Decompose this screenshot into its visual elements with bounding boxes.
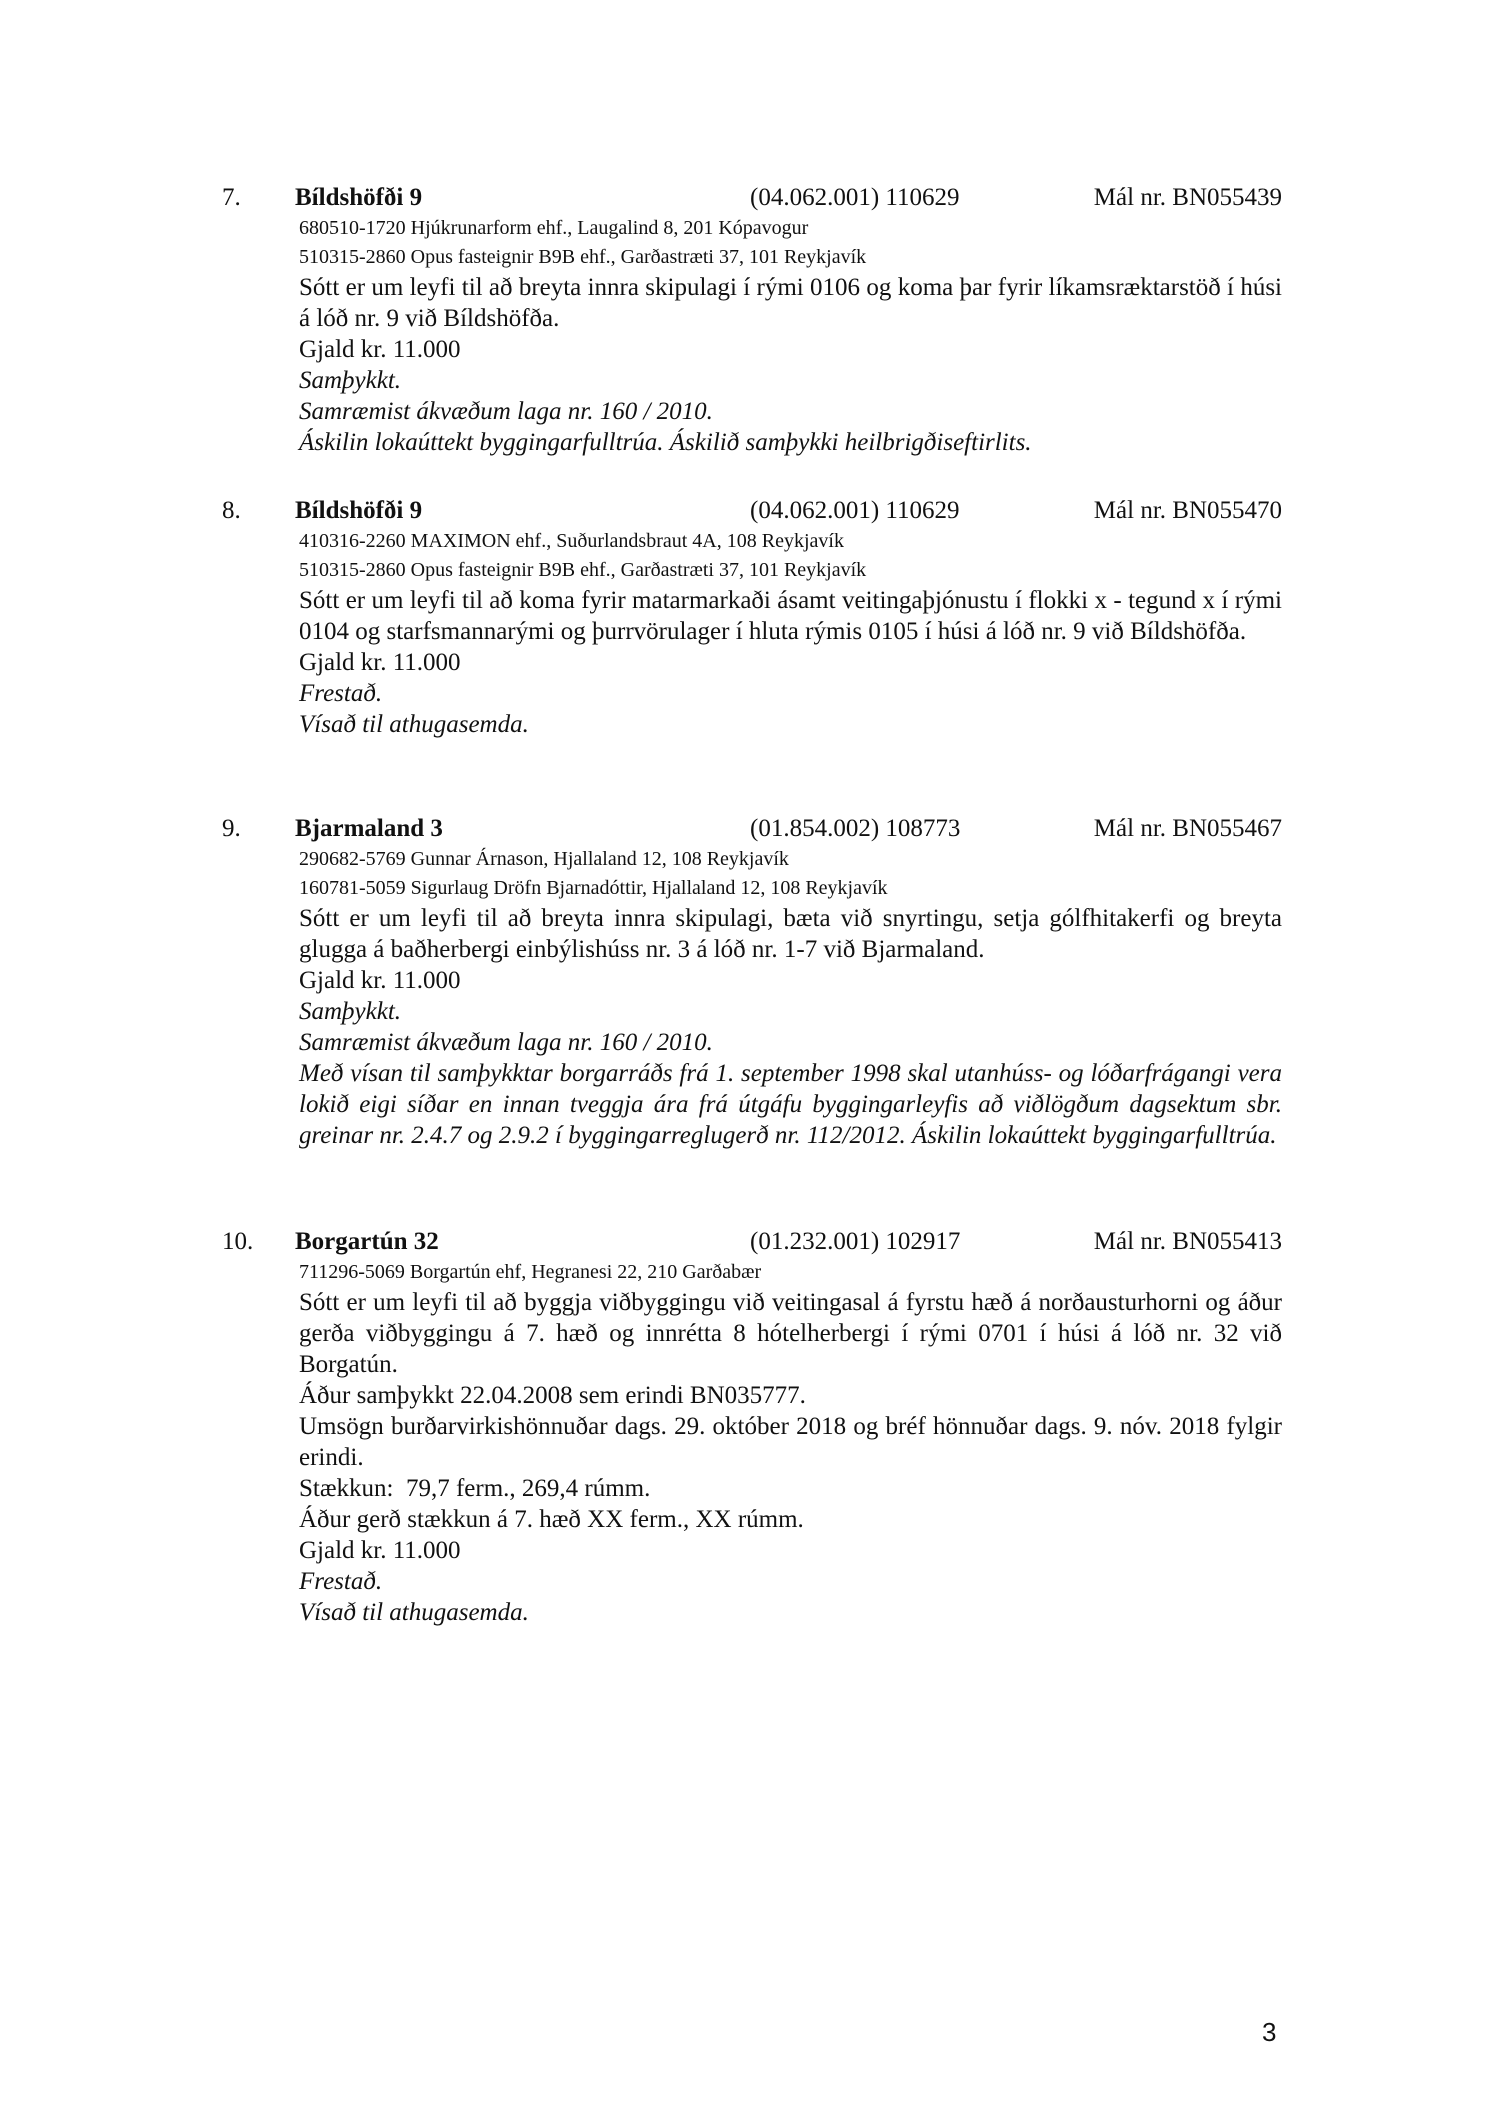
item-description: Sótt er um leyfi til að breyta innra skipulagi, bæta við snyrtingu, setja gólfhitakerfi og breyta glugga á baðherbergi einbýlishúss nr. 3 á lóð nr. 1-7 við Bjarmaland. <box>299 905 1282 963</box>
fee-line: Gjald kr. 11.000 <box>299 967 461 994</box>
item-number: 7. <box>222 184 241 211</box>
item-lot-number: (04.062.001) 110629 <box>750 497 960 524</box>
item-header <box>0 495 1500 527</box>
applicant-line: 160781-5059 Sigurlaug Dröfn Bjarnadóttir, Hjallaland 12, 108 Reykjavík <box>299 877 888 899</box>
decision-line: Áskilin lokaúttekt byggingarfulltrúa. Áskilið samþykki heilbrigðiseftirlits. <box>299 429 1032 456</box>
item-header <box>0 813 1500 845</box>
item-title: Borgartún 32 <box>295 1228 439 1255</box>
item-body <box>299 1258 1282 1628</box>
item-number: 9. <box>222 815 241 842</box>
applicant-line: 711296-5069 Borgartún ehf, Hegranesi 22, 210 Garðabær <box>299 1261 762 1283</box>
item-number: 8. <box>222 497 241 524</box>
item-title: Bíldshöfði 9 <box>295 497 423 524</box>
item-description: Sótt er um leyfi til að byggja viðbyggingu við veitingasal á fyrstu hæð á norðausturhorni og áður gerða viðbyggingu á 7. hæð og innrétta 8 hótelherbergi í rými 0701 í húsi á lóð nr. 32 við Borgatún. <box>299 1289 1282 1378</box>
applicant-line: 680510-1720 Hjúkrunarform ehf., Laugalind 8, 201 Kópavogur <box>299 217 809 239</box>
agenda-item-10 <box>0 1226 1500 1628</box>
applicant-line: 510315-2860 Opus fasteignir B9B ehf., Garðastræti 37, 101 Reykjavík <box>299 246 867 268</box>
fee-line: Gjald kr. 11.000 <box>299 336 461 363</box>
decision-line: Frestað. <box>299 1568 383 1595</box>
item-body <box>299 845 1282 1151</box>
item-description: Sótt er um leyfi til að breyta innra skipulagi í rými 0106 og koma þar fyrir líkamsræktarstöð í húsi á lóð nr. 9 við Bíldshöfða. <box>299 274 1282 332</box>
item-case-number: Mál nr. BN055467 <box>1093 815 1282 842</box>
fee-line: Gjald kr. 11.000 <box>299 1537 461 1564</box>
expansion-line: Stækkun: 79,7 ferm., 269,4 rúmm. <box>299 1475 651 1502</box>
item-body <box>299 214 1282 458</box>
item-lot-number: (01.232.001) 102917 <box>750 1228 961 1255</box>
decision-line: Samþykkt. <box>299 367 402 394</box>
agenda-item-8 <box>0 495 1500 740</box>
item-body <box>299 527 1282 740</box>
decision-line: Samræmist ákvæðum laga nr. 160 / 2010. <box>299 1029 713 1056</box>
item-lot-number: (04.062.001) 110629 <box>750 184 960 211</box>
agenda-item-9 <box>0 813 1500 1151</box>
item-case-number: Mál nr. BN055439 <box>1093 184 1282 211</box>
review-line: Umsögn burðarvirkishönnuðar dags. 29. október 2018 og bréf hönnuðar dags. 9. nóv. 2018 fylgir erindi. <box>299 1413 1282 1471</box>
prior-approval-line: Áður samþykkt 22.04.2008 sem erindi BN035777. <box>299 1382 806 1409</box>
page-number: 3 <box>1262 2017 1277 2047</box>
applicant-line: 410316-2260 MAXIMON ehf., Suðurlandsbraut 4A, 108 Reykjavík <box>299 530 844 552</box>
applicant-line: 510315-2860 Opus fasteignir B9B ehf., Garðastræti 37, 101 Reykjavík <box>299 559 867 581</box>
item-lot-number: (01.854.002) 108773 <box>750 815 961 842</box>
prior-expansion-line: Áður gerð stækkun á 7. hæð XX ferm., XX rúmm. <box>299 1506 804 1533</box>
item-case-number: Mál nr. BN055470 <box>1093 497 1282 524</box>
fee-line: Gjald kr. 11.000 <box>299 649 461 676</box>
item-case-number: Mál nr. BN055413 <box>1093 1228 1282 1255</box>
decision-paragraph: Með vísan til samþykktar borgarráðs frá 1. september 1998 skal utanhúss- og lóðarfrágangi vera lokið eigi síðar en innan tveggja ára frá útgáfu byggingarleyfis að viðlögðum dagsektum sbr. greinar nr. 2.4.7 og 2.9.2 í byggingarreglugerð nr. 112/2012. Áskilin lokaúttekt byggingarfulltrúa. <box>299 1060 1282 1149</box>
applicant-line: 290682-5769 Gunnar Árnason, Hjallaland 12, 108 Reykjavík <box>299 848 789 870</box>
item-number: 10. <box>222 1228 254 1255</box>
item-header <box>0 182 1500 214</box>
decision-line: Frestað. <box>299 680 383 707</box>
decision-line: Samþykkt. <box>299 998 402 1025</box>
item-title: Bíldshöfði 9 <box>295 184 423 211</box>
item-title: Bjarmaland 3 <box>295 815 443 842</box>
item-description: Sótt er um leyfi til að koma fyrir matarmarkaði ásamt veitingaþjónustu í flokki x - tegund x í rými 0104 og starfsmannarými og þurrvörulager í hluta rýmis 0105 í húsi á lóð nr. 9 við Bíldshöfða. <box>299 587 1282 645</box>
agenda-item-7 <box>0 182 1500 458</box>
decision-line: Vísað til athugasemda. <box>299 1599 529 1626</box>
decision-line: Samræmist ákvæðum laga nr. 160 / 2010. <box>299 398 713 425</box>
item-header <box>0 1226 1500 1258</box>
decision-line: Vísað til athugasemda. <box>299 711 529 738</box>
